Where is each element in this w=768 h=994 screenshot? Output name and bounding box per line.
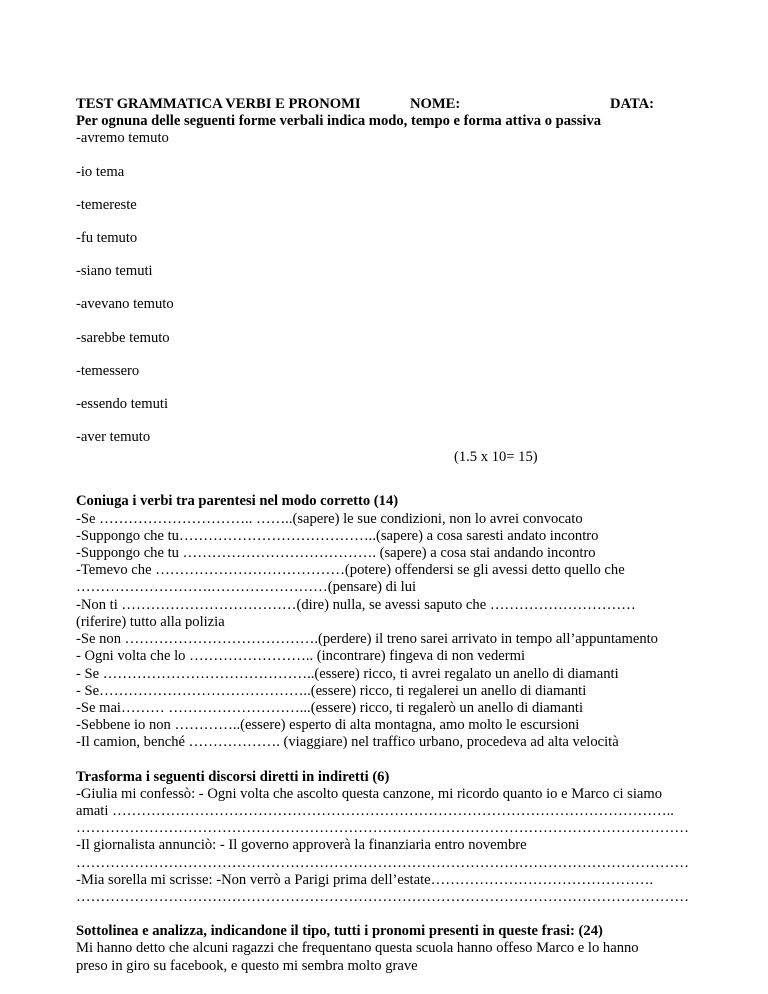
section4-title: Sottolinea e analizza, indicandone il tipo, tutti i pronomi presenti in queste frasi: (24)	[76, 923, 603, 940]
verb-form-item: -temereste	[76, 196, 137, 213]
exercise-line: - Se ……………………………………..(essere) ricco, ti avrei regalato un anello di diamanti	[76, 665, 619, 682]
exercise-line: Mi hanno detto che alcuni ragazzi che frequentano questa scuola hanno offeso Marco e lo hanno	[76, 940, 639, 957]
exercise-line: -Giulia mi confessò: - Ogni volta che ascolto questa canzone, mi ricordo quanto io e Marco ci siamo	[76, 785, 663, 802]
exercise-line: -Mia sorella mi scrisse: -Non verrò a Parigi prima dell’estate……………………………………….	[76, 871, 654, 888]
exercise-line: ………………………………………………………………………………………………………………	[76, 854, 689, 871]
date-label: DATA:	[610, 96, 655, 112]
exercise-line: ……………………….……………………(pensare) di lui	[76, 579, 417, 596]
verb-form-item: -sarebbe temuto	[76, 329, 170, 346]
verb-forms-list	[76, 130, 692, 446]
exercise-line: ………………………………………………………………………………………………………………	[76, 888, 689, 905]
exercise-line: -Suppongo che tu…………………………………..(sapere) a cosa saresti andato incontro	[76, 527, 599, 544]
exercise-line: -Se mai……… ………………………...(essere) ricco, ti regalerò un anello di diamanti	[76, 699, 584, 716]
section-indirect-speech	[76, 769, 692, 907]
verb-form-item: -siano temuti	[76, 263, 153, 280]
exercise-line: -Temevo che …………………………………(potere) offendersi se gli avessi detto quello che	[76, 562, 625, 579]
exercise-line: - Ogni volta che lo …………………….. (incontrare) fingeva di non vedermi	[76, 648, 526, 665]
exercise-line: amati ……………………………………………………………………………………………………..	[76, 802, 674, 819]
section1-instruction: Per ognuna delle seguenti forme verbali indica modo, tempo e forma attiva o passiva	[76, 113, 602, 130]
test-header	[76, 96, 692, 113]
section2-title: Coniuga i verbi tra parentesi nel modo corretto (14)	[76, 493, 399, 510]
exercise-line: (riferire) tutto alla polizia	[76, 613, 225, 630]
exercise-line: -Il camion, benché ………………. (viaggiare) nel traffico urbano, procedeva ad alta velocità	[76, 734, 619, 751]
verb-form-item: -temessero	[76, 362, 140, 379]
exercise-line: -Suppongo che tu …………………………………. (sapere) a cosa stai andando incontro	[76, 545, 596, 562]
name-label: NOME:	[410, 96, 461, 112]
verb-form-item: -io tema	[76, 163, 125, 180]
section-conjugate	[76, 493, 692, 751]
verb-form-item: -aver temuto	[76, 429, 151, 446]
exercise-line: - Se……………………………………..(essere) ricco, ti regalerei un anello di diamanti	[76, 682, 587, 699]
verb-form-item: -essendo temuti	[76, 395, 169, 412]
exercise-line: -Se non ………………………………….(perdere) il treno sarei arrivato in tempo all’appuntamento	[76, 631, 658, 648]
section1-score: (1.5 x 10= 15)	[454, 449, 538, 466]
exercise-line: -Il giornalista annunciò: - Il governo approverà la finanziaria entro novembre	[76, 837, 527, 854]
verb-form-item: -avevano temuto	[76, 296, 174, 313]
document-page	[76, 96, 692, 975]
verb-form-item: -fu temuto	[76, 229, 138, 246]
exercise-line: preso in giro su facebook, e questo mi sembra molto grave	[76, 957, 418, 974]
exercise-line: ………………………………………………………………………………………………………………	[76, 820, 689, 837]
exercise-line: -Se ………………………….. ……..(sapere) le sue condizioni, non lo avrei convocato	[76, 510, 583, 527]
exercise-line: -Sebbene io non …………..(essere) esperto di alta montagna, amo molto le escursioni	[76, 717, 580, 734]
section-pronouns	[76, 923, 692, 975]
verb-form-item: -avremo temuto	[76, 130, 169, 147]
test-title: TEST GRAMMATICA VERBI E PRONOMI	[76, 96, 361, 112]
section3-title: Trasforma i seguenti discorsi diretti in indiretti (6)	[76, 768, 390, 785]
exercise-line: -Non ti ………………………………(dire) nulla, se avessi saputo che …………………………	[76, 596, 636, 613]
